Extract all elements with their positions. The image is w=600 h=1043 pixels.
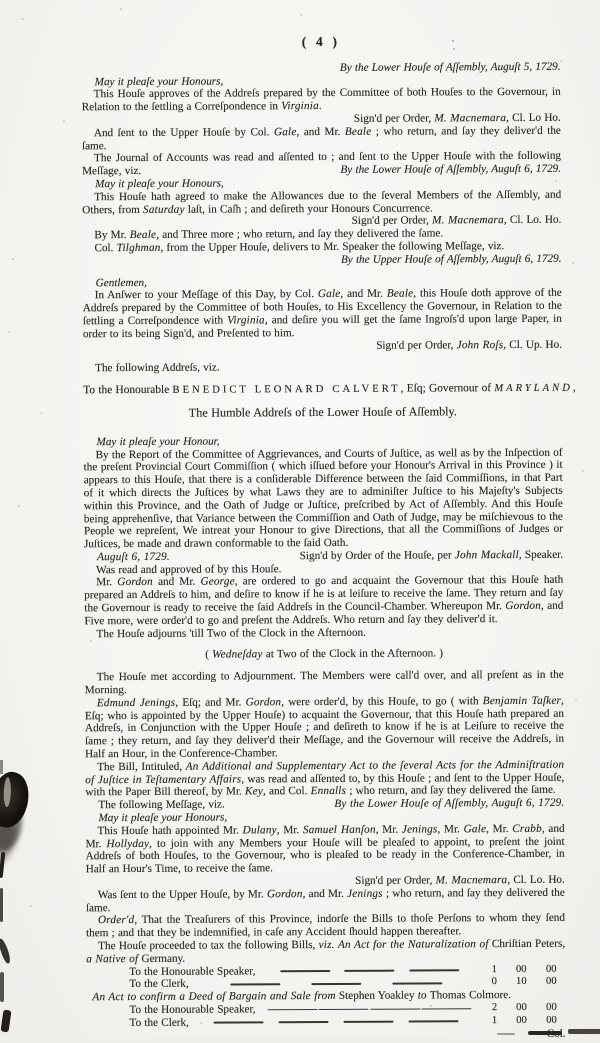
ledger-dash xyxy=(267,1009,317,1011)
text-paragraph: Mr. Gordon and Mr. George, are ordered to go and acquaint the Governour that this Houſe hath prepared an Addreſs to him, and deſire to know if he is at leiſure to receive the ſame. They return and ſay the Governour is ready to receive the ſaid Addreſs in the Council-Chamber. Whereupon Mr. Gordon, and Five more, were order'd to go and preſent the Addreſs. Who return and ſay they deliver'd it. xyxy=(84,574,564,628)
ledger-dash xyxy=(280,970,330,972)
amount-pence: 00 xyxy=(546,1001,557,1013)
text-paragraph: Order'd, That the Treaſurers of this Province, indorſe the Bills to thoſe Perſons to whom they ſend them ; and that they be indemnified, in caſe any Accident ſhould happen thereafter. xyxy=(86,912,566,940)
ledger-dash xyxy=(344,1021,394,1023)
ledger-dashes xyxy=(199,982,474,985)
amount-shillings: 00 xyxy=(515,963,527,975)
text-paragraph: The following Addreſs, viz. xyxy=(95,361,220,375)
text-paragraph: The Houſe met according to Adjournment. The Members were call'd over, and all preſent as in the Morning. xyxy=(84,669,564,697)
signature-line: Sign'd per Order, M. Macnemara, Cl. Lo Ho. xyxy=(353,111,561,125)
ledger-dash xyxy=(311,983,361,985)
amount-pounds: 1 xyxy=(491,963,497,975)
text-paragraph: Col. Tilghman, from the Upper Houſe, delivers to Mr. Speaker the following Meſſage, viz. xyxy=(94,240,505,255)
salutation: May it pleaſe your Honours, xyxy=(94,75,224,88)
document-text xyxy=(81,33,576,1043)
ledger-dash xyxy=(344,970,394,972)
tax-amounts xyxy=(483,1002,565,1015)
text-paragraph: And ſent to the Upper Houſe by Col. Gale, and Mr. Beale ; who return, and ſay they deliver'd the ſame. xyxy=(81,124,561,152)
dateline-left: The following Meſſage, viz. xyxy=(98,798,225,812)
tax-recipient: To the Honourable Speaker, xyxy=(129,964,256,978)
document-blocks xyxy=(81,60,576,1030)
page-edge-mark xyxy=(0,972,4,1002)
ink-blot xyxy=(0,768,34,831)
page-edge-mark xyxy=(0,938,12,965)
ledger-dash xyxy=(409,970,459,972)
act-title-line: An Act to confirm a Deed of Bargain and Sale from Stephen Yoakley to Thomas Colmore. xyxy=(92,989,512,1004)
dateline xyxy=(85,797,564,812)
byline: By the Upper Houſe of Aſſembly, Auguſt 6, 1729. xyxy=(340,252,562,266)
page-edge-mark xyxy=(0,888,3,922)
text-paragraph: This Houſe hath agreed to make the Allowances due to the ſeveral Members of the Aſſembly, and Others, from Saturday laſt, in Caſh ; and deſireth your Honours Concurrence. xyxy=(82,188,562,216)
ledger-dash xyxy=(279,1021,329,1023)
ledger-dash xyxy=(422,1008,472,1010)
byline-pulled-up: By the Lower Houſe of Aſſembly, Auguſt 6, 1729. xyxy=(340,162,562,177)
text-paragraph: The Houſe adjourns 'till Two of the Clock in the Afternoon. xyxy=(96,626,366,640)
dateline-left: Auguſt 6, 1729. xyxy=(97,550,170,564)
tax-amounts xyxy=(483,1015,565,1028)
tax-recipient: To the Honourable Speaker, xyxy=(129,1003,256,1017)
salutation: May it pleaſe your Honours, xyxy=(95,177,224,191)
ledger-dashes xyxy=(266,1008,474,1011)
tax-recipient: To the Clerk, xyxy=(129,1016,189,1029)
ledger-dash xyxy=(319,1008,369,1010)
text-paragraph: The Bill, Intituled, An Additional and Supplementary Act to the ſeveral Acts for the Adminiſtration of Juſtice in Teſtamentary Affairs, was read and aſſented to, by this Houſe ; and ſent to the Upper Houſe, with the Paper Bill thereof, by Mr. Key, and Col. Ennalls ; who return, and ſay they delivered the ſame. xyxy=(85,758,565,799)
signature-line: Sign'd per Order, M. Macnemara, Cl. Lo. Ho. xyxy=(351,214,562,228)
page-edge-mark xyxy=(0,760,3,774)
byline: By the Lower Houſe of Aſſembly, Auguſt 5, 1729. xyxy=(339,60,561,74)
text-paragraph: By the Report of the Committee of Aggrievances, and Courts of Juſtice, as well as by the Inſpection of the preſent Provincial Court Commiſſion ( which iſſued before your Honour's Arrival in this Province ) it appears to this Houſe, that there is a conſiderable Difference between the ſaid Commiſſions, in that Part of it which directs the Juſtices by what Laws they are to adminiſter Juſtice to his Majeſty's Subjects within this Province, and the Oath of Judge or Juſtice, preſcribed by Act of Aſſembly. And this Houſe being apprehenſive, that Variance between the Commiſſion and Oath of Judge, may be miſchievous to the People we repreſent, We intreat your Honour to give Directions, that all the Commiſſions of Judges or Juſtices, be made and drawn conformable to the ſaid Oath. xyxy=(83,446,563,551)
text-paragraph: This Houſe hath appointed Mr. Dulany, Mr. Samuel Hanſon, Mr. Jenings, Mr. Gale, Mr. Crabb, and Mr. Hollyday, to join with any Members your Houſe will be pleaſed to appoint, to preſent the joint Addreſs of both Houſes, to the Governour, who is pleaſed to be ready in the Conference-Chamber, in Half an Hour's Time, to receive the ſame. xyxy=(85,822,565,876)
amount-pence: 00 xyxy=(545,963,557,975)
text-paragraph: This Houſe approves of the Addreſs prepared by the Committee of both Houſes to the Governour, in Relation to the ſettling a Correſpondence in Virginia. xyxy=(81,86,561,114)
ledger-dash xyxy=(214,1022,264,1024)
tax-row xyxy=(87,1015,566,1030)
salutation: Gentlemen, xyxy=(95,276,147,289)
amount-shillings: 00 xyxy=(516,1001,527,1013)
ledger-dash xyxy=(392,982,442,984)
text-paragraph: The Houſe proceeded to tax the following Bills, viz. An Act for the Naturalization of Chriſtian Peters, a Native of Germany. xyxy=(86,937,566,966)
salutation: May it pleaſe your Honours, xyxy=(98,811,228,825)
text-paragraph: Was read and approved of by this Houſe. xyxy=(96,562,282,576)
catchword: Col. xyxy=(546,1027,566,1040)
tax-amounts xyxy=(483,976,565,989)
amount-pounds: 2 xyxy=(491,1002,498,1014)
text-paragraph: The Journal of Accounts was read and aſſented to ; and ſent to the Upper Houſe with the following Meſſage, viz. xyxy=(82,150,562,178)
text-paragraph: Was ſent to the Upper Houſe, by Mr. Gordon, and Mr. Jenings ; who return, and ſay they delivered the ſame. xyxy=(85,886,565,914)
dateline xyxy=(84,549,563,564)
ledger-dash xyxy=(370,1008,420,1010)
address-to-line: To the Honourable BENEDICT LEONARD CALVERT, Eſq; Governour of MARYLAND, xyxy=(83,381,576,397)
amount-pounds: 0 xyxy=(491,976,497,988)
tax-amounts xyxy=(483,963,565,976)
page-edge-mark xyxy=(1,1010,12,1033)
signature-line: Sign'd per Order, John Roſs, Cl. Up. Ho. xyxy=(376,338,563,352)
text-paragraph: In Anſwer to your Meſſage of this Day, by Col. Gale, and Mr. Beale, this Houſe doth approve of the Addreſs prepared by the Committee of both Houſes, to His Excellency the Governour, in Relation to the ſettling a Correſpondence with Virginia, and deſire you will get the ſame Ingroſs'd upon large Paper, in order to its being Sign'd, and Preſented to him. xyxy=(82,287,562,340)
amount-shillings: 00 xyxy=(516,1014,527,1026)
amount-pence: 00 xyxy=(545,976,557,988)
dateline-right: Sign'd by Order of the Houſe, per John Mackall, Speaker. xyxy=(299,548,564,563)
amount-pence: 00 xyxy=(546,1014,557,1026)
page-edge-mark xyxy=(0,852,5,878)
amount-pounds: 1 xyxy=(491,1014,498,1026)
amount-shillings: 10 xyxy=(515,976,527,988)
ledger-dashes xyxy=(265,969,473,972)
ledger-dash xyxy=(409,1021,459,1023)
scan-smudge xyxy=(568,1029,600,1034)
dateline-right: By the Lower Houſe of Aſſembly, Auguſt 6, 1729. xyxy=(334,796,565,811)
centered-line: ( Wedneſday at Two of the Clock in the Afternoon. ) xyxy=(205,647,444,662)
address-heading: The Humble Addreſs of the Lower Houſe of Aſſembly. xyxy=(188,404,457,420)
text-paragraph: By Mr. Beale, and Three more ; who return, and ſay they delivered the ſame. xyxy=(94,227,444,242)
text-paragraph: Edmund Jenings, Eſq; and Mr. Gordon, were order'd, by this Houſe, to go ( with Benjamin Taſker, Eſq; who is appointed by the Upper Houſe) to acquaint the Governour, that this Houſe hath prepared an Addreſs, in Conjunction with the Upper Houſe ; and deſireth to know if he is at Leiſure to receive the ſame ; they return, and ſay they deliver'd their Meſſage, and the Governour will receive the Addreſs, in Half an Hour, in the Conference-Chamber. xyxy=(84,694,565,761)
page-number: ( 4 ) xyxy=(301,33,341,50)
ledger-dash xyxy=(230,983,280,985)
signature-line: Sign'd per Order, M. Macnemara, Cl. Lo. Ho. xyxy=(355,873,565,887)
salutation: May it pleaſe your Honour, xyxy=(96,435,220,448)
paper-noise xyxy=(0,0,2,2)
tax-recipient: To the Clerk, xyxy=(129,978,189,991)
ledger-dashes xyxy=(199,1021,474,1024)
